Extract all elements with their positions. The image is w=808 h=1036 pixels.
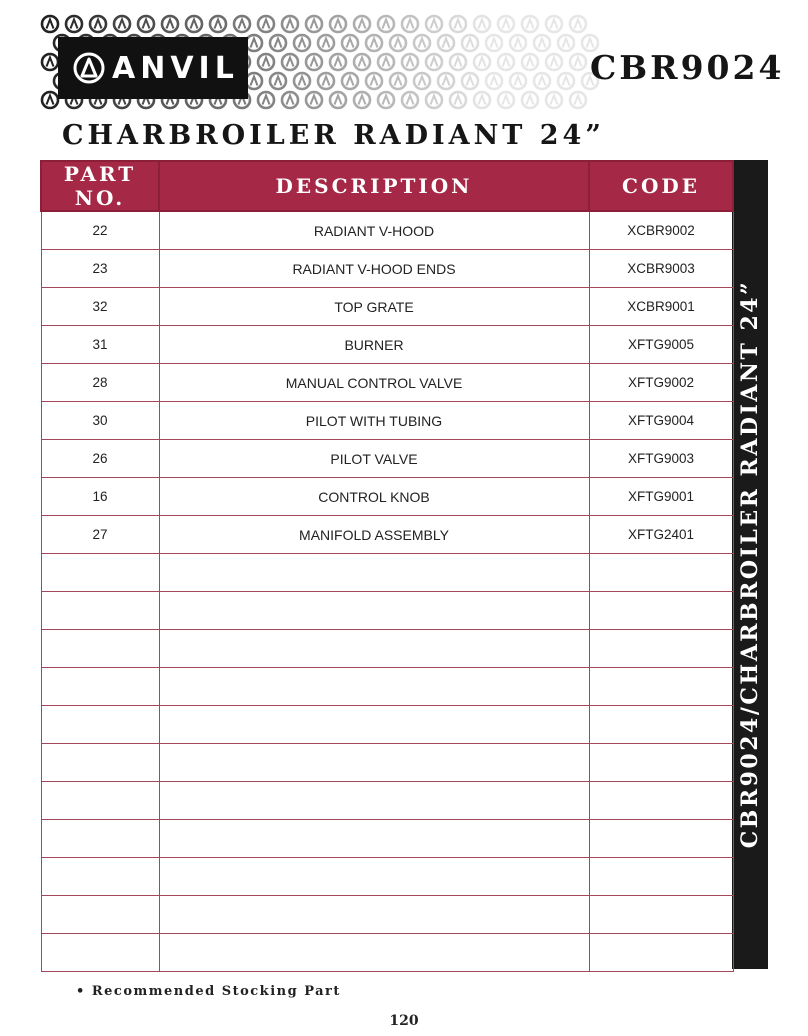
code-cell: XFTG9003 bbox=[589, 440, 733, 478]
pattern-logo-icon bbox=[162, 16, 178, 32]
pattern-logo-icon bbox=[558, 73, 574, 89]
part-no-cell bbox=[41, 820, 159, 858]
page-title: CHARBROILER RADIANT 24” bbox=[62, 120, 605, 151]
pattern-logo-icon bbox=[402, 54, 418, 70]
table-row bbox=[41, 592, 733, 630]
description-cell bbox=[159, 858, 589, 896]
pattern-logo-icon bbox=[354, 92, 370, 108]
part-no-cell bbox=[41, 782, 159, 820]
pattern-logo-icon bbox=[306, 54, 322, 70]
table-row bbox=[41, 554, 733, 592]
pattern-logo-icon bbox=[258, 16, 274, 32]
pattern-logo-icon bbox=[498, 54, 514, 70]
description-cell bbox=[159, 668, 589, 706]
footnote: • Recommended Stocking Part bbox=[76, 984, 341, 999]
pattern-logo-icon bbox=[66, 16, 82, 32]
pattern-logo-icon bbox=[354, 54, 370, 70]
pattern-logo-icon bbox=[42, 54, 58, 70]
table-row bbox=[41, 250, 733, 288]
part-no-cell: 16 bbox=[41, 478, 159, 516]
pattern-logo-icon bbox=[510, 73, 526, 89]
description-cell: RADIANT V-HOOD ENDS bbox=[159, 250, 589, 288]
pattern-logo-icon bbox=[330, 54, 346, 70]
pattern-logo-icon bbox=[570, 54, 586, 70]
logo-text: ANVIL bbox=[112, 50, 239, 86]
description-cell: TOP GRATE bbox=[159, 288, 589, 326]
part-no-cell bbox=[41, 630, 159, 668]
description-cell bbox=[159, 782, 589, 820]
table-row bbox=[41, 440, 733, 478]
pattern-logo-icon bbox=[258, 54, 274, 70]
pattern-logo-icon bbox=[282, 54, 298, 70]
pattern-logo-icon bbox=[426, 92, 442, 108]
code-cell: XFTG9005 bbox=[589, 326, 733, 364]
pattern-logo-icon bbox=[450, 16, 466, 32]
part-no-cell: 32 bbox=[41, 288, 159, 326]
table-row bbox=[41, 896, 733, 934]
description-cell: RADIANT V-HOOD bbox=[159, 211, 589, 250]
pattern-logo-icon bbox=[90, 16, 106, 32]
table-row bbox=[41, 478, 733, 516]
part-no-cell: 28 bbox=[41, 364, 159, 402]
pattern-logo-icon bbox=[402, 16, 418, 32]
pattern-logo-icon bbox=[474, 54, 490, 70]
pattern-logo-icon bbox=[42, 16, 58, 32]
part-no-cell bbox=[41, 554, 159, 592]
part-no-cell bbox=[41, 668, 159, 706]
model-code: CBR9024 bbox=[590, 48, 785, 87]
table-row bbox=[41, 744, 733, 782]
pattern-logo-icon bbox=[270, 35, 286, 51]
description-cell bbox=[159, 706, 589, 744]
code-cell bbox=[589, 706, 733, 744]
description-cell bbox=[159, 554, 589, 592]
code-cell bbox=[589, 668, 733, 706]
pattern-logo-icon bbox=[294, 35, 310, 51]
pattern-logo-icon bbox=[438, 73, 454, 89]
pattern-logo-icon bbox=[246, 73, 262, 89]
code-cell bbox=[589, 744, 733, 782]
table-row bbox=[41, 288, 733, 326]
pattern-logo-icon bbox=[258, 92, 274, 108]
pattern-logo-icon bbox=[294, 73, 310, 89]
table-row bbox=[41, 326, 733, 364]
table-row bbox=[41, 934, 733, 972]
pattern-logo-icon bbox=[546, 54, 562, 70]
table-row bbox=[41, 668, 733, 706]
pattern-logo-icon bbox=[450, 54, 466, 70]
pattern-logo-icon bbox=[426, 54, 442, 70]
description-cell: BURNER bbox=[159, 326, 589, 364]
pattern-logo-icon bbox=[546, 16, 562, 32]
anvil-logo bbox=[58, 37, 248, 99]
pattern-logo-icon bbox=[138, 16, 154, 32]
header-description: DESCRIPTION bbox=[159, 161, 589, 211]
code-cell bbox=[589, 934, 733, 972]
table-row bbox=[41, 820, 733, 858]
pattern-logo-icon bbox=[42, 92, 58, 108]
pattern-logo-icon bbox=[414, 35, 430, 51]
code-cell bbox=[589, 782, 733, 820]
part-no-cell: 23 bbox=[41, 250, 159, 288]
code-cell: XFTG9001 bbox=[589, 478, 733, 516]
code-cell bbox=[589, 896, 733, 934]
description-cell bbox=[159, 630, 589, 668]
pattern-logo-icon bbox=[558, 35, 574, 51]
description-cell bbox=[159, 934, 589, 972]
description-cell bbox=[159, 820, 589, 858]
table-row bbox=[41, 516, 733, 554]
code-cell bbox=[589, 820, 733, 858]
description-cell bbox=[159, 592, 589, 630]
pattern-logo-icon bbox=[186, 16, 202, 32]
description-cell bbox=[159, 744, 589, 782]
pattern-logo-icon bbox=[450, 92, 466, 108]
pattern-logo-icon bbox=[306, 16, 322, 32]
pattern-logo-icon bbox=[270, 73, 286, 89]
pattern-logo-icon bbox=[438, 35, 454, 51]
page-number: 120 bbox=[389, 1013, 419, 1029]
part-no-cell: 26 bbox=[41, 440, 159, 478]
table-row bbox=[41, 782, 733, 820]
description-cell: PILOT VALVE bbox=[159, 440, 589, 478]
pattern-logo-icon bbox=[534, 73, 550, 89]
pattern-logo-icon bbox=[534, 35, 550, 51]
part-no-cell: 30 bbox=[41, 402, 159, 440]
description-cell: CONTROL KNOB bbox=[159, 478, 589, 516]
code-cell: XFTG9002 bbox=[589, 364, 733, 402]
part-no-cell bbox=[41, 934, 159, 972]
pattern-logo-icon bbox=[318, 35, 334, 51]
pattern-logo-icon bbox=[114, 16, 130, 32]
pattern-logo-icon bbox=[342, 73, 358, 89]
pattern-logo-icon bbox=[546, 92, 562, 108]
pattern-logo-icon bbox=[330, 16, 346, 32]
description-cell: MANIFOLD ASSEMBLY bbox=[159, 516, 589, 554]
pattern-logo-icon bbox=[318, 73, 334, 89]
pattern-logo-icon bbox=[378, 92, 394, 108]
pattern-logo-icon bbox=[210, 16, 226, 32]
pattern-logo-icon bbox=[366, 73, 382, 89]
pattern-logo-icon bbox=[498, 16, 514, 32]
pattern-logo-icon bbox=[246, 35, 262, 51]
description-cell bbox=[159, 896, 589, 934]
pattern-logo-icon bbox=[486, 35, 502, 51]
pattern-logo-icon bbox=[522, 92, 538, 108]
code-cell: XCBR9001 bbox=[589, 288, 733, 326]
pattern-logo-icon bbox=[570, 92, 586, 108]
pattern-logo-icon bbox=[330, 92, 346, 108]
pattern-logo-icon bbox=[342, 35, 358, 51]
part-no-cell bbox=[41, 592, 159, 630]
parts-table bbox=[40, 160, 734, 972]
pattern-logo-icon bbox=[570, 16, 586, 32]
pattern-logo-icon bbox=[282, 92, 298, 108]
pattern-logo-icon bbox=[390, 35, 406, 51]
table-row bbox=[41, 858, 733, 896]
table-row bbox=[41, 211, 733, 250]
header-code: CODE bbox=[589, 161, 733, 211]
part-no-cell: 31 bbox=[41, 326, 159, 364]
table-row bbox=[41, 630, 733, 668]
pattern-logo-icon bbox=[510, 35, 526, 51]
code-cell: XCBR9002 bbox=[589, 211, 733, 250]
code-cell bbox=[589, 592, 733, 630]
side-tab-label: CBR9024/CHARBROILER RADIANT 24” bbox=[737, 279, 763, 849]
pattern-logo-icon bbox=[486, 73, 502, 89]
code-cell: XCBR9003 bbox=[589, 250, 733, 288]
part-no-cell bbox=[41, 858, 159, 896]
pattern-logo-icon bbox=[282, 16, 298, 32]
pattern-logo-icon bbox=[378, 54, 394, 70]
code-cell bbox=[589, 630, 733, 668]
pattern-logo-icon bbox=[234, 16, 250, 32]
part-no-cell: 22 bbox=[41, 211, 159, 250]
code-cell bbox=[589, 858, 733, 896]
pattern-logo-icon bbox=[414, 73, 430, 89]
code-cell: XFTG9004 bbox=[589, 402, 733, 440]
description-cell: MANUAL CONTROL VALVE bbox=[159, 364, 589, 402]
pattern-logo-icon bbox=[366, 35, 382, 51]
pattern-logo-icon bbox=[498, 92, 514, 108]
pattern-logo-icon bbox=[474, 92, 490, 108]
part-no-cell bbox=[41, 744, 159, 782]
table-row bbox=[41, 364, 733, 402]
anvil-logo-icon bbox=[72, 51, 106, 85]
pattern-logo-icon bbox=[402, 92, 418, 108]
pattern-logo-icon bbox=[354, 16, 370, 32]
pattern-logo-icon bbox=[462, 73, 478, 89]
code-cell bbox=[589, 554, 733, 592]
table-row bbox=[41, 706, 733, 744]
header-part-no: PART NO. bbox=[41, 161, 159, 211]
pattern-logo-icon bbox=[522, 54, 538, 70]
code-cell: XFTG2401 bbox=[589, 516, 733, 554]
pattern-logo-icon bbox=[390, 73, 406, 89]
pattern-logo-icon bbox=[462, 35, 478, 51]
pattern-logo-icon bbox=[306, 92, 322, 108]
pattern-logo-icon bbox=[474, 16, 490, 32]
part-no-cell bbox=[41, 896, 159, 934]
part-no-cell bbox=[41, 706, 159, 744]
description-cell: PILOT WITH TUBING bbox=[159, 402, 589, 440]
table-header-row bbox=[41, 161, 733, 211]
pattern-logo-icon bbox=[378, 16, 394, 32]
part-no-cell: 27 bbox=[41, 516, 159, 554]
pattern-logo-icon bbox=[426, 16, 442, 32]
pattern-logo-icon bbox=[522, 16, 538, 32]
table-row bbox=[41, 402, 733, 440]
